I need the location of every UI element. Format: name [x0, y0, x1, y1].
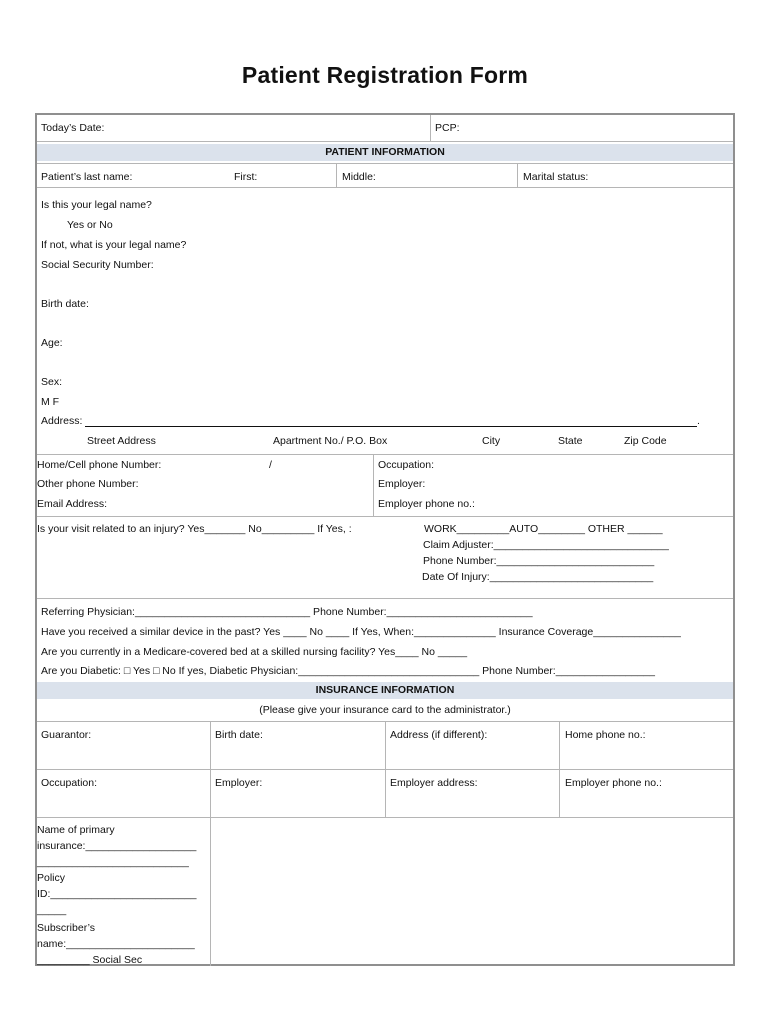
- referring-physician-line: Referring Physician:______________________________ Phone Number:_________________________: [41, 606, 533, 618]
- divider: [37, 817, 733, 818]
- primary-insurance-text: __________________________: [37, 856, 189, 868]
- divider: [517, 163, 518, 187]
- guarantor-employer-phone-label: Employer phone no.:: [565, 777, 662, 789]
- guarantor-address-label: Address (if different):: [390, 729, 488, 741]
- guarantor-birth-date-label: Birth date:: [215, 729, 263, 741]
- employer-phone-label: Employer phone no.:: [378, 498, 475, 510]
- adjuster-phone-label: Phone Number:___________________________: [423, 555, 655, 567]
- employer-label: Employer:: [378, 478, 426, 490]
- guarantor-occupation-label: Occupation:: [41, 777, 98, 789]
- ssn-label: Social Security Number:: [41, 259, 154, 271]
- pcp-label: PCP:: [435, 122, 460, 134]
- policy-id-text: ID:_________________________: [37, 888, 197, 900]
- address-end: .: [697, 415, 700, 427]
- divider: [37, 516, 733, 517]
- guarantor-employer-label: Employer:: [215, 777, 263, 789]
- divider: [336, 163, 337, 187]
- guarantor-employer-address-label: Employer address:: [390, 777, 478, 789]
- injury-type: WORK_________AUTO________ OTHER ______: [424, 523, 663, 535]
- medicare-bed-line: Are you currently in a Medicare-covered bed at a skilled nursing facility? Yes____ No _____: [41, 646, 468, 658]
- state-label: State: [558, 435, 583, 447]
- legal-name-label: If not, what is your legal name?: [41, 239, 187, 251]
- other-phone-label: Other phone Number:: [37, 478, 139, 490]
- insurance-information-heading: INSURANCE INFORMATION: [37, 682, 733, 699]
- page-title: Patient Registration Form: [241, 62, 529, 88]
- address-line: [85, 426, 697, 427]
- policy-id-text: _____: [37, 904, 67, 916]
- address-label: Address:: [41, 415, 83, 427]
- injury-question: Is your visit related to an injury? Yes_______ No_________ If Yes, :: [37, 523, 352, 535]
- email-label: Email Address:: [37, 498, 108, 510]
- primary-insurance-text: Name of primary: [37, 824, 115, 836]
- diabetic-line: Are you Diabetic: □ Yes □ No If yes, Diabetic Physician:_______________________________ Phone Number:_________________: [41, 665, 655, 677]
- divider: [373, 454, 374, 516]
- claim-adjuster-label: Claim Adjuster:______________________________: [423, 539, 669, 551]
- last-name-label: Patient’s last name:: [41, 171, 133, 183]
- todays-date-label: Today’s Date:: [41, 122, 105, 134]
- apartment-label: Apartment No./ P.O. Box: [273, 435, 388, 447]
- date-of-injury-label: Date Of Injury:____________________________: [422, 571, 654, 583]
- subscriber-name-text: name:______________________: [37, 938, 195, 950]
- legal-name-question: Is this your legal name?: [41, 199, 152, 211]
- divider: [37, 141, 733, 142]
- social-sec-text: _________ Social Sec: [37, 954, 143, 966]
- registration-form: [35, 113, 735, 966]
- patient-information-heading: PATIENT INFORMATION: [37, 144, 733, 161]
- primary-insurance-text: insurance:___________________: [37, 840, 197, 852]
- city-label: City: [482, 435, 501, 447]
- street-address-label: Street Address: [87, 435, 156, 447]
- divider: [210, 721, 211, 966]
- guarantor-label: Guarantor:: [41, 729, 92, 741]
- first-name-label: First:: [234, 171, 258, 183]
- sex-label: Sex:: [41, 376, 63, 388]
- divider: [37, 769, 733, 770]
- divider: [430, 115, 431, 141]
- marital-status-label: Marital status:: [523, 171, 589, 183]
- divider: [37, 454, 733, 455]
- phone-slash: /: [269, 459, 272, 471]
- divider: [37, 598, 733, 599]
- occupation-label: Occupation:: [378, 459, 435, 471]
- age-label: Age:: [41, 337, 63, 349]
- policy-id-text: Policy: [37, 872, 66, 884]
- subscriber-name-text: Subscriber’s: [37, 922, 95, 934]
- divider: [37, 163, 733, 164]
- home-phone-label: Home/Cell phone Number:: [37, 459, 162, 471]
- birth-date-label: Birth date:: [41, 298, 89, 310]
- similar-device-line: Have you received a similar device in the past? Yes ____ No ____ If Yes, When:______________ Insurance Coverage_______________: [41, 626, 681, 638]
- insurance-note: (Please give your insurance card to the administrator.): [259, 704, 511, 716]
- zip-code-label: Zip Code: [624, 435, 667, 447]
- yes-no-label: Yes or No: [67, 219, 113, 231]
- guarantor-home-phone-label: Home phone no.:: [565, 729, 646, 741]
- sex-options: M F: [41, 396, 60, 408]
- middle-name-label: Middle:: [342, 171, 376, 183]
- divider: [37, 187, 733, 188]
